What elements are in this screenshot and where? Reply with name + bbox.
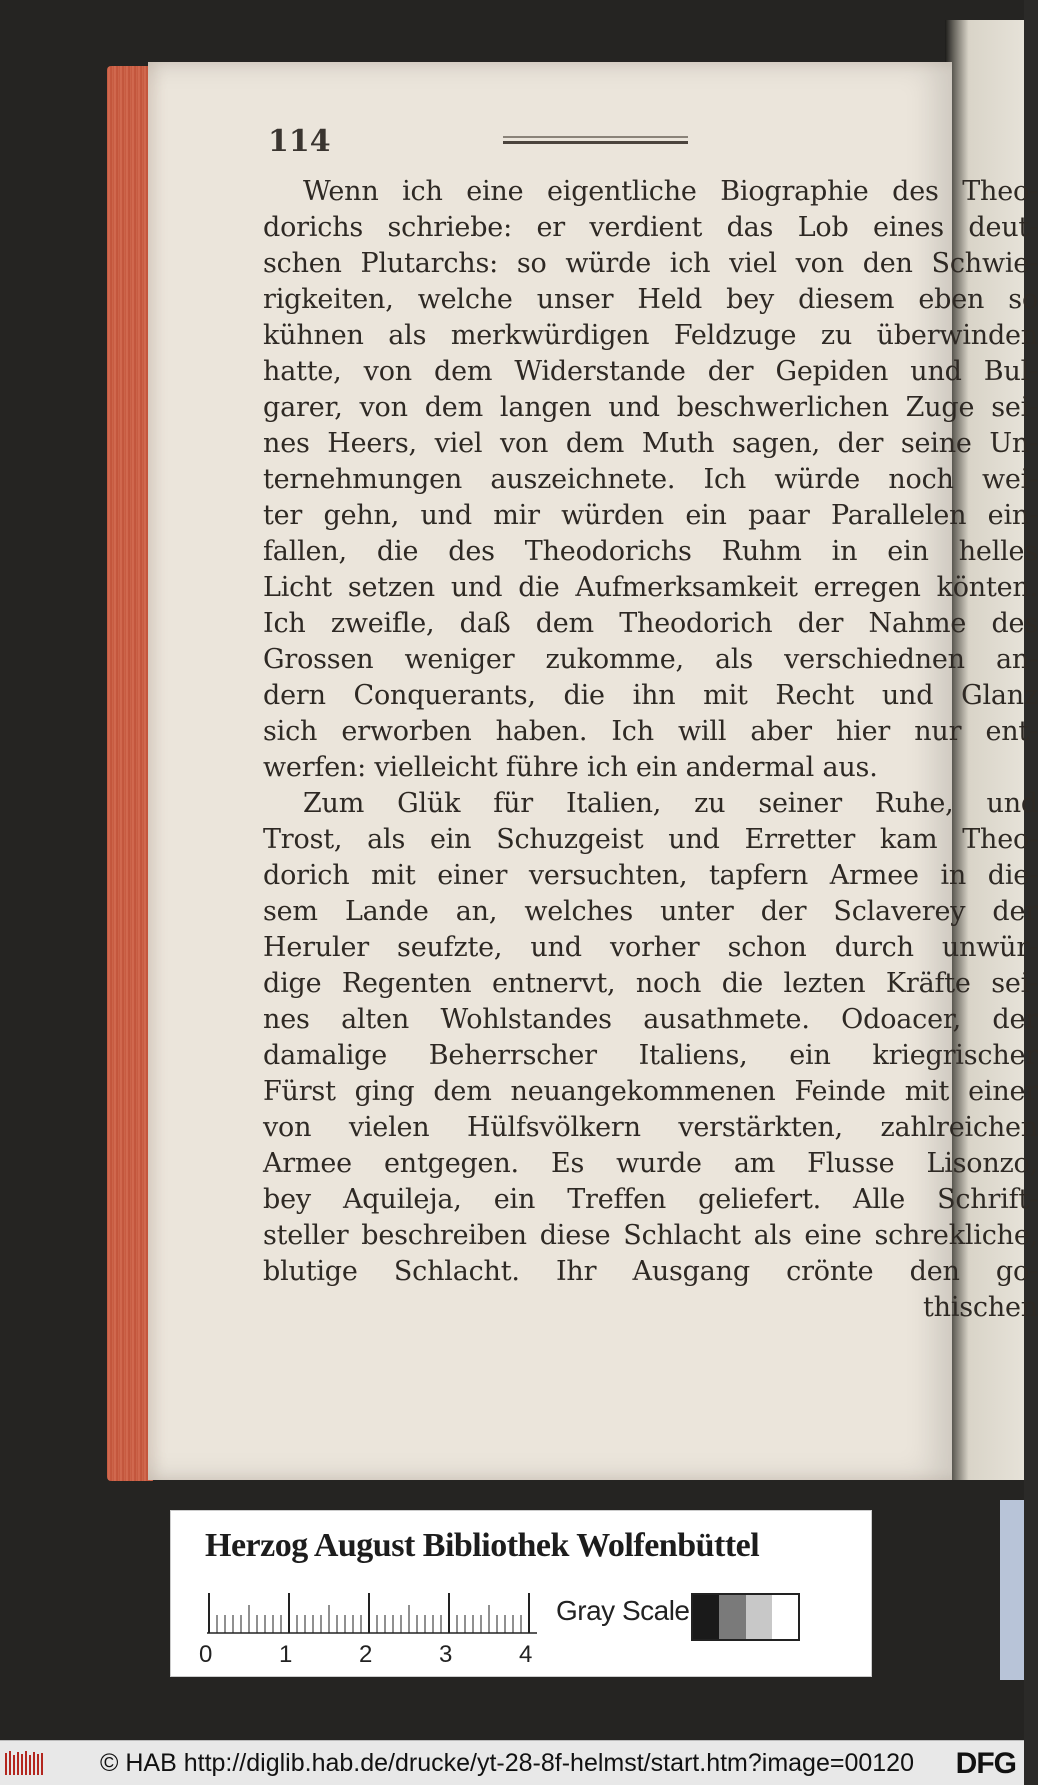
page-text (263, 174, 1038, 1326)
text-line: Ich zweifle, daß dem Theodorich der Nahme des (263, 608, 1038, 639)
ruler-number: 3 (439, 1641, 453, 1668)
text-line: werfen: vielleicht führe ich ein andermal aus. (263, 752, 878, 783)
text-line: Zum Glük für Italien, zu seiner Ruhe, und (303, 788, 1038, 819)
ruler-number: 0 (199, 1641, 213, 1668)
header-rule (503, 136, 688, 144)
text-line: Licht setzen und die Aufmerksamkeit erregen könten. (263, 572, 1038, 603)
hab-logo-icon (4, 1749, 44, 1777)
text-line: nes Heers, viel von dem Muth sagen, der seine Un- (263, 428, 1038, 459)
text-line: sem Lande an, welches unter der Sclaverey der (263, 896, 1038, 927)
text-line: ternehmungen auszeichnete. Ich würde noch wei- (263, 464, 1038, 495)
text-line: fallen, die des Theodorichs Ruhm in ein helles (263, 536, 1038, 567)
text-line: rigkeiten, welche unser Held bey diesem eben so (263, 284, 1038, 315)
text-line: blutige Schlacht. Ihr Ausgang crönte den go- (263, 1256, 1038, 1287)
text-line: kühnen als merkwürdigen Feldzuge zu überwinden (263, 320, 1038, 351)
ruler-numbers (199, 1641, 599, 1671)
text-line: steller beschreiben diese Schlacht als eine schrekliche, (263, 1220, 1038, 1251)
page-number: 114 (268, 124, 331, 159)
catchword: thischen (922, 1292, 1038, 1323)
text-line: sich erworben haben. Ich will aber hier nur ent- (263, 716, 1038, 747)
source-link[interactable]: © HAB http://diglib.hab.de/drucke/yt-28-8f-helmst/start.htm?image=00120 (100, 1749, 914, 1777)
text-line: nes alten Wohlstandes ausathmete. Odoacer, der (263, 1004, 1038, 1035)
text-line: Wenn ich eine eigentliche Biographie des Theo- (303, 176, 1038, 207)
text-line: damalige Beherrscher Italiens, ein kriegrischer (263, 1040, 1038, 1071)
ruler-number: 4 (519, 1641, 533, 1668)
viewer-footer (0, 1740, 1024, 1785)
gray-scale-label: Gray Scale (556, 1595, 690, 1626)
dfg-logo: DFG (955, 1747, 1016, 1780)
text-line: Grossen weniger zukomme, als verschiednen an- (263, 644, 1038, 675)
text-line: Trost, als ein Schuzgeist und Erretter kam Theo- (263, 824, 1038, 855)
text-line: dern Conquerants, die ihn mit Recht und Glanz (263, 680, 1038, 711)
text-line: von vielen Hülfsvölkern verstärkten, zahlreichen (263, 1112, 1038, 1143)
gray-swatch (719, 1595, 745, 1639)
text-line: schen Plutarchs: so würde ich viel von den Schwie- (263, 248, 1038, 279)
ruler-scale (207, 1589, 537, 1635)
text-line: bey Aquileja, ein Treffen geliefert. Alle Schrift- (263, 1184, 1038, 1215)
ruler-number: 2 (359, 1641, 373, 1668)
gray-swatch (693, 1595, 719, 1639)
book-edge (107, 66, 153, 1481)
text-line: Heruler seufzte, und vorher schon durch unwür- (263, 932, 1038, 963)
text-line: hatte, von dem Widerstande der Gepiden und Bul- (263, 356, 1038, 387)
gray-scale-swatches (691, 1593, 800, 1641)
card-title: Herzog August Bibliothek Wolfenbüttel (205, 1527, 760, 1564)
color-reference-card (170, 1510, 872, 1677)
text-line: Fürst ging dem neuangekommenen Feinde mit einer (263, 1076, 1038, 1107)
gray-swatch (772, 1595, 798, 1639)
text-line: dorichs schriebe: er verdient das Lob eines deut- (263, 212, 1038, 243)
text-line: ter gehn, und mir würden ein paar Parallelen ein- (263, 500, 1038, 531)
text-line: Armee entgegen. Es wurde am Flusse Lisonzo, (263, 1148, 1038, 1179)
facing-page-strip (1000, 1500, 1024, 1680)
book-page (148, 62, 1038, 1480)
gray-swatch (746, 1595, 772, 1639)
text-line: dige Regenten entnervt, noch die lezten Kräfte sei- (263, 968, 1038, 999)
ruler-number: 1 (279, 1641, 293, 1668)
text-line: garer, von dem langen und beschwerlichen Zuge sei- (263, 392, 1038, 423)
text-line: dorich mit einer versuchten, tapfern Armee in die- (263, 860, 1038, 891)
